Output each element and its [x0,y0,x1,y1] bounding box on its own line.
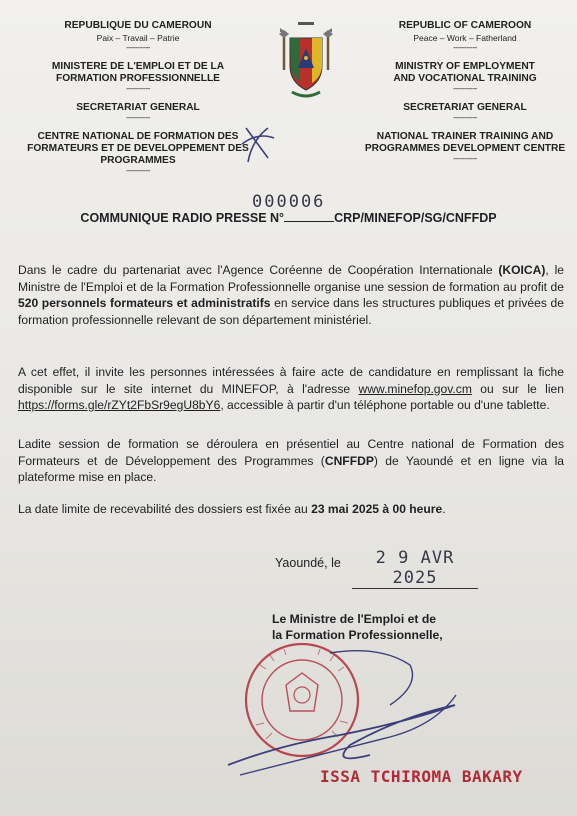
country-fr: REPUBLIQUE DU CAMEROUN [64,20,212,31]
secretariat-en: SECRETARIAT GENERAL [403,102,527,113]
ministry-fr-line2: FORMATION PROFESSIONNELLE [56,73,220,84]
p2-text-a: A cet effet, il invite les personnes intéressées à faire acte de candidature en remplissant la fiche disponible sur le site internet du MINEFOP, à l'adresse [18,365,564,396]
signature-date: 2 9 AVR 2025 [352,548,478,589]
cnffdp-label: CNFFDP [324,453,374,468]
separator: ----------- [126,166,150,175]
deadline-date: 23 mai 2025 à 00 heure [311,502,443,516]
separator: ----------- [453,84,477,93]
p3-text-a: Ladite session de formation se déroulera en présentiel au Centre national de Formation des Formateurs et de Développement des Programmes ( [18,437,564,468]
separator: ----------- [453,43,477,52]
country-en: REPUBLIC OF CAMEROON [398,20,532,31]
p2-text-b: ou sur le lien [471,381,564,396]
centre-en-line2: PROGRAMMES DEVELOPMENT CENTRE [364,143,566,154]
koica-label: (KOICA) [498,263,546,277]
signatory-title-line1: Le Ministre de l'Emploi et de [272,612,437,626]
ministry-en-line2: AND VOCATIONAL TRAINING [393,73,537,84]
p2-text-c: , accessible à partir d'un téléphone portable ou d'une tablette. [220,398,550,412]
paragraph-3 [18,436,564,486]
ministry-fr-line1: MINISTERE DE L'EMPLOI ET DE LA [51,61,225,72]
target-personnel: 520 personnels formateurs et administratifs [18,296,271,310]
p1-text-a: Dans le cadre du partenariat avec l'Agence Coréenne de Coopération Internationale [18,263,493,277]
motto-fr: Paix – Travail – Patrie [96,33,180,43]
paragraph-4 [18,501,564,518]
separator: ----------- [453,154,477,163]
communique-title-prefix: COMMUNIQUE RADIO PRESSE N° [80,211,285,225]
coat-of-arms-icon [274,20,338,104]
separator: ----------- [126,84,150,93]
paragraph-2 [18,364,564,414]
google-form-link[interactable]: https://forms.gle/rZYt2FbSr9egU8bY6 [18,398,221,412]
ministry-en-line1: MINISTRY OF EMPLOYMENT [395,61,535,72]
separator: ----------- [126,43,150,52]
number-blank-line [284,209,334,222]
centre-en-line1: NATIONAL TRAINER TRAINING AND [376,131,554,142]
p1-text-e: en service dans les structures publiques et privées de formation professionnelle relevant de son département ministériel. [18,296,565,327]
minefop-website-link[interactable]: www.minefop.gov.cm [358,381,472,396]
p3-text-c: ) de Yaoundé et en ligne via la plateforme mise en place. [18,453,564,484]
header-left [22,20,254,175]
place-label: Yaoundé, le [275,556,341,570]
communique-title [0,209,577,225]
secretariat-fr: SECRETARIAT GENERAL [76,102,200,113]
centre-fr-line2: FORMATEURS ET DE DEVELOPPEMENT DES [27,143,249,154]
communique-number: 000006 [252,192,326,212]
p4-text-a: La date limite de recevabilité des dossiers est fixée au [18,502,312,516]
centre-fr-line1: CENTRE NATIONAL DE FORMATION DES [37,131,239,142]
signatory-title-line2: la Formation Professionnelle, [272,628,443,642]
p1-text-c: , le Ministre de l'Emploi et de la Formation Professionnelle organise une session de formation au profit de [18,263,564,294]
separator: ----------- [126,113,150,122]
centre-fr-line3: PROGRAMMES [100,155,176,166]
p4-text-c: . [442,502,446,516]
separator: ----------- [453,113,477,122]
motto-en: Peace – Work – Fatherland [413,33,517,43]
communique-title-suffix: CRP/MINEFOP/SG/CNFFDP [334,211,497,225]
paragraph-1 [18,262,564,328]
paraph-mark-icon [238,118,278,168]
signatory-name: ISSA TCHIROMA BAKARY [320,767,523,786]
header-right [355,20,575,163]
